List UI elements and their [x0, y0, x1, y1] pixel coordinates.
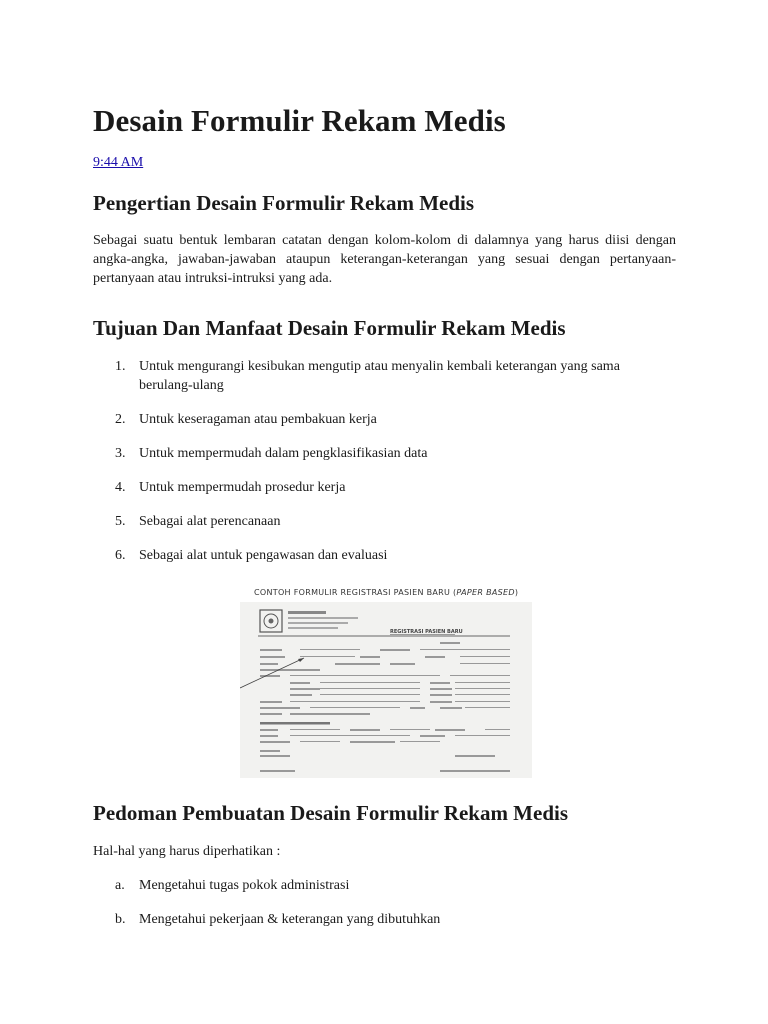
list-marker: a.: [115, 878, 125, 893]
paragraph-pedoman-intro: Hal-hal yang harus diperhatikan :: [93, 844, 281, 859]
paragraph-pengertian: Sebagai suatu bentuk lembaran catatan dengan kolom-kolom di dalamnya yang harus diisi dengan angka-angka, jawaban-jawaban ataupun keterangan-keterangan yang sesuai dengan pertanyaan-pertanyaan atau intruksi-intruksi yang ada.: [93, 233, 676, 286]
list-item: [93, 876, 676, 895]
list-pedoman: [93, 876, 676, 929]
post-time-link[interactable]: 9:44 AM: [93, 155, 144, 170]
list-item: [93, 410, 676, 429]
list-marker: 1.: [115, 359, 126, 374]
list-marker: 4.: [115, 480, 126, 495]
list-marker: 6.: [115, 548, 126, 563]
list-item: [93, 357, 676, 395]
list-item-text: Untuk mempermudah prosedur kerja: [139, 480, 346, 495]
form-scan-drawing: [240, 602, 532, 778]
list-item: [93, 546, 676, 565]
list-item-text: Mengetahui pekerjaan & keterangan yang dibutuhkan: [139, 912, 441, 927]
figure-caption: CONTOH FORMULIR REGISTRASI PASIEN BARU (PAPER BASED): [254, 588, 519, 597]
list-tujuan: [93, 357, 676, 565]
section-heading-pengertian: Pengertian Desain Formulir Rekam Medis: [93, 191, 475, 215]
registration-form-image: [240, 602, 532, 778]
section-heading-tujuan: Tujuan Dan Manfaat Desain Formulir Rekam Medis: [93, 316, 566, 340]
list-item-text: Mengetahui tugas pokok administrasi: [139, 878, 350, 893]
list-marker: 2.: [115, 412, 126, 427]
form-example-figure: [240, 585, 532, 778]
list-marker: 3.: [115, 446, 126, 461]
list-item-text: Untuk mempermudah dalam pengklasifikasian data: [139, 446, 428, 461]
list-item: [93, 512, 676, 531]
svg-text:REGISTRASI PASIEN BARU: REGISTRASI PASIEN BARU: [390, 629, 463, 635]
list-item-text: Sebagai alat untuk pengawasan dan evaluasi: [139, 548, 388, 563]
list-item: [93, 910, 676, 929]
list-item-text: Untuk mengurangi kesibukan mengutip atau menyalin kembali keterangan yang sama berulang-ulang: [139, 359, 620, 393]
list-marker: b.: [115, 912, 126, 927]
section-heading-pedoman: Pedoman Pembuatan Desain Formulir Rekam Medis: [93, 801, 569, 825]
page-title: Desain Formulir Rekam Medis: [93, 103, 506, 138]
list-item: [93, 478, 676, 497]
list-marker: 5.: [115, 514, 126, 529]
list-item-text: Untuk keseragaman atau pembakuan kerja: [139, 412, 377, 427]
list-item: [93, 444, 676, 463]
list-item-text: Sebagai alat perencanaan: [139, 514, 281, 529]
